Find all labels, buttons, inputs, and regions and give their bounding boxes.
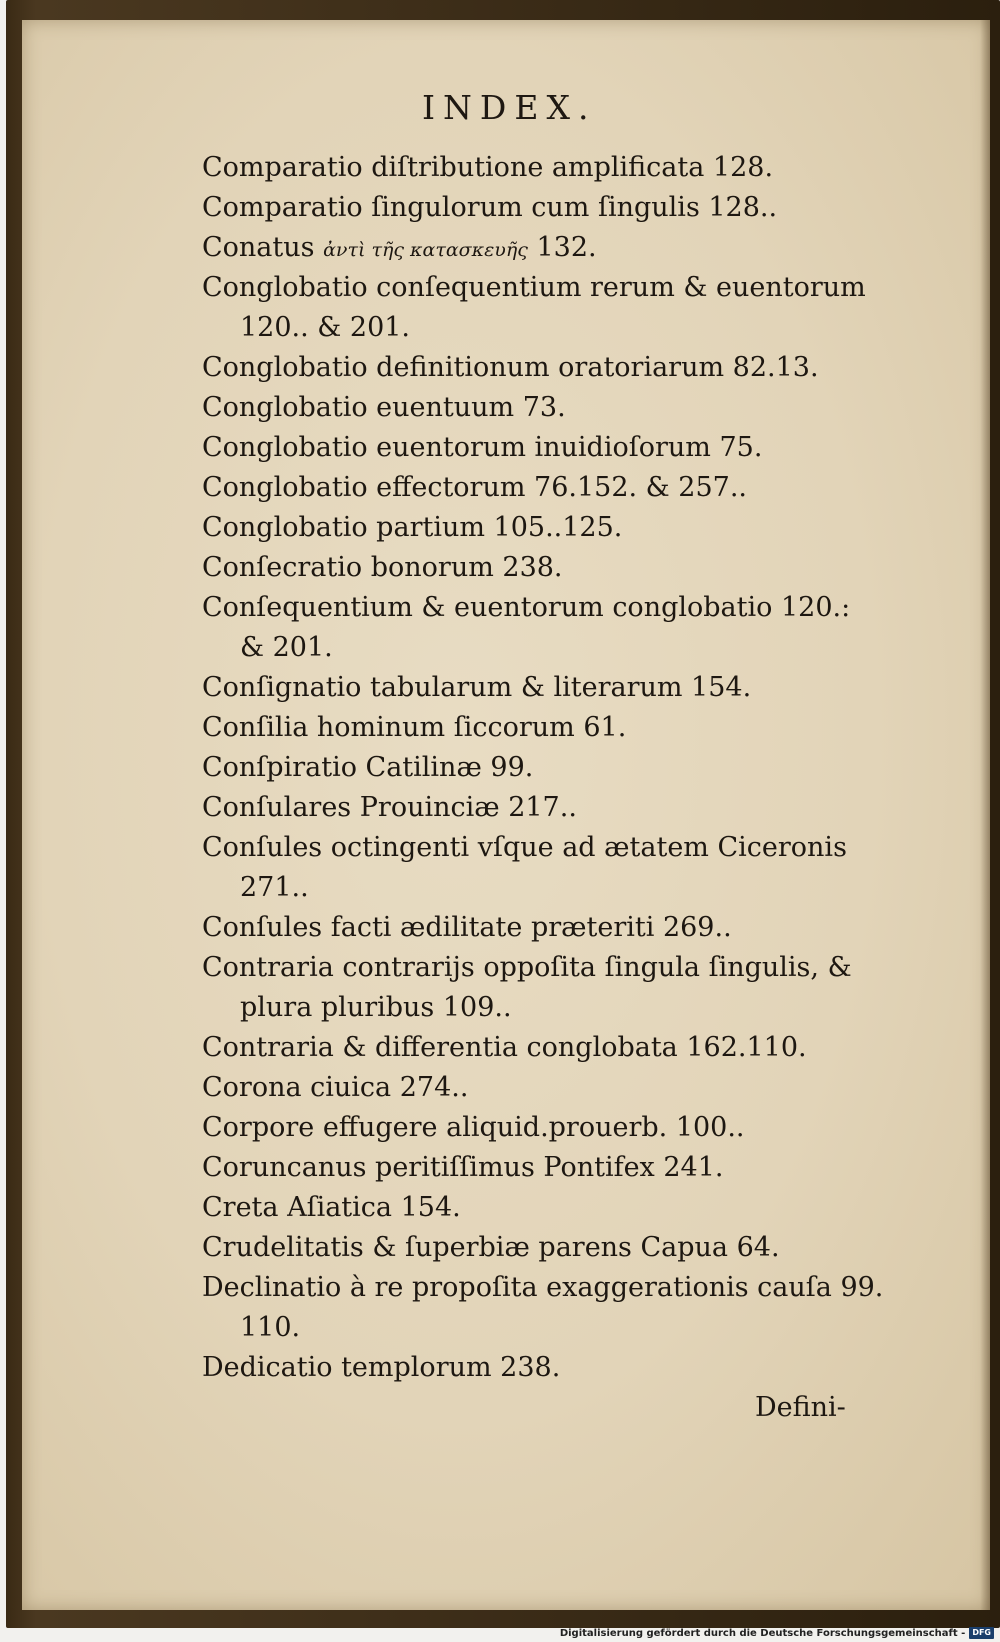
entry-text: Conſules octingenti vſque ad ætatem Ciceronis xyxy=(202,832,847,863)
entry-text: Contraria & differentia conglobata 162.110. xyxy=(202,1032,807,1063)
entry-text: Conglobatio definitionum oratoriarum 82.13. xyxy=(202,352,819,383)
entry-text: Crudelitatis & ſuperbiæ parens Capua 64. xyxy=(202,1232,780,1263)
entry-text: Conſpiratio Catilinæ 99. xyxy=(202,752,534,783)
entry-text: Conglobatio conſequentium rerum & euentorum xyxy=(202,272,866,303)
index-entry-continuation: 120.. & 201. xyxy=(240,312,411,343)
index-entry xyxy=(202,1228,942,1268)
entry-text: Conglobatio euentuum 73. xyxy=(202,392,566,423)
index-entry xyxy=(202,1068,942,1108)
index-entry xyxy=(202,1268,942,1308)
index-entry xyxy=(202,908,942,948)
index-entry xyxy=(202,468,942,508)
entry-text: Conglobatio partium 105..125. xyxy=(202,512,623,543)
entry-text: Conſules facti ædilitate præteriti 269.. xyxy=(202,912,732,943)
index-entry xyxy=(202,548,942,588)
index-entry xyxy=(202,1148,942,1188)
entry-text: Conſignatio tabularum & literarum 154. xyxy=(202,672,752,703)
entry-page-ref: 132. xyxy=(536,232,597,263)
entry-text: Corpore effugere aliquid.prouerb. 100.. xyxy=(202,1112,745,1143)
credit-text: Digitalisierung gefördert durch die Deutsche Forschungsgemeinschaft - xyxy=(559,1627,966,1639)
scanned-page xyxy=(22,20,990,1610)
entry-text: Corona ciuica 274.. xyxy=(202,1072,469,1103)
index-entry xyxy=(202,508,942,548)
entry-text: Conſecratio bonorum 238. xyxy=(202,552,563,583)
index-entry-continuation: 110. xyxy=(240,1312,301,1343)
digitization-credit xyxy=(560,1626,994,1640)
entry-text: Declinatio à re propoſita exaggerationis cauſa 99. xyxy=(202,1272,884,1303)
index-entry xyxy=(202,1188,942,1228)
index-entry-continuation: 271.. xyxy=(240,872,309,903)
index-entry xyxy=(202,228,942,268)
entry-text: Conſilia hominum ſiccorum 61. xyxy=(202,712,627,743)
index-entry xyxy=(202,428,942,468)
index-entry xyxy=(202,588,942,628)
entry-text: Creta Aſiatica 154. xyxy=(202,1192,461,1223)
entry-text: Conſequentium & euentorum conglobatio 120.: xyxy=(202,592,851,623)
index-entry xyxy=(202,348,942,388)
index-entry xyxy=(202,788,942,828)
index-entry xyxy=(202,188,942,228)
entry-text: Conatus xyxy=(202,232,315,263)
page-edge-shadow xyxy=(980,20,990,1610)
index-entry xyxy=(202,748,942,788)
index-entry xyxy=(202,948,942,988)
catchword: Defini- xyxy=(755,1392,846,1423)
entry-text: Coruncanus peritiſſimus Pontifex 241. xyxy=(202,1152,724,1183)
index-entry xyxy=(202,388,942,428)
index-entry xyxy=(202,708,942,748)
entry-text: Contraria contrarijs oppoſita ſingula ſingulis, & xyxy=(202,952,852,983)
index-entry xyxy=(202,1108,942,1148)
index-entries xyxy=(202,148,942,1388)
page-heading: INDEX. xyxy=(422,88,597,127)
entry-text: Conglobatio effectorum 76.152. & 257.. xyxy=(202,472,747,503)
entry-text: Dedicatio templorum 238. xyxy=(202,1352,561,1383)
entry-text: Comparatio ſingulorum cum ſingulis 128.. xyxy=(202,192,778,223)
entry-text: Conſulares Prouinciæ 217.. xyxy=(202,792,577,823)
index-entry xyxy=(202,148,942,188)
index-entry-continuation: & 201. xyxy=(240,632,333,663)
index-entry xyxy=(202,1028,942,1068)
index-entry xyxy=(202,268,942,308)
index-entry xyxy=(202,1348,942,1388)
entry-text: Conglobatio euentorum inuidioſorum 75. xyxy=(202,432,763,463)
index-entry xyxy=(202,668,942,708)
dfg-logo: DFG xyxy=(969,1627,994,1639)
entry-text: Comparatio diſtributione amplificata 128. xyxy=(202,152,774,183)
index-entry-continuation: plura pluribus 109.. xyxy=(240,992,512,1023)
entry-greek-text: ἀντὶ τῆς κατασκευῆς xyxy=(323,239,528,261)
index-entry xyxy=(202,828,942,868)
